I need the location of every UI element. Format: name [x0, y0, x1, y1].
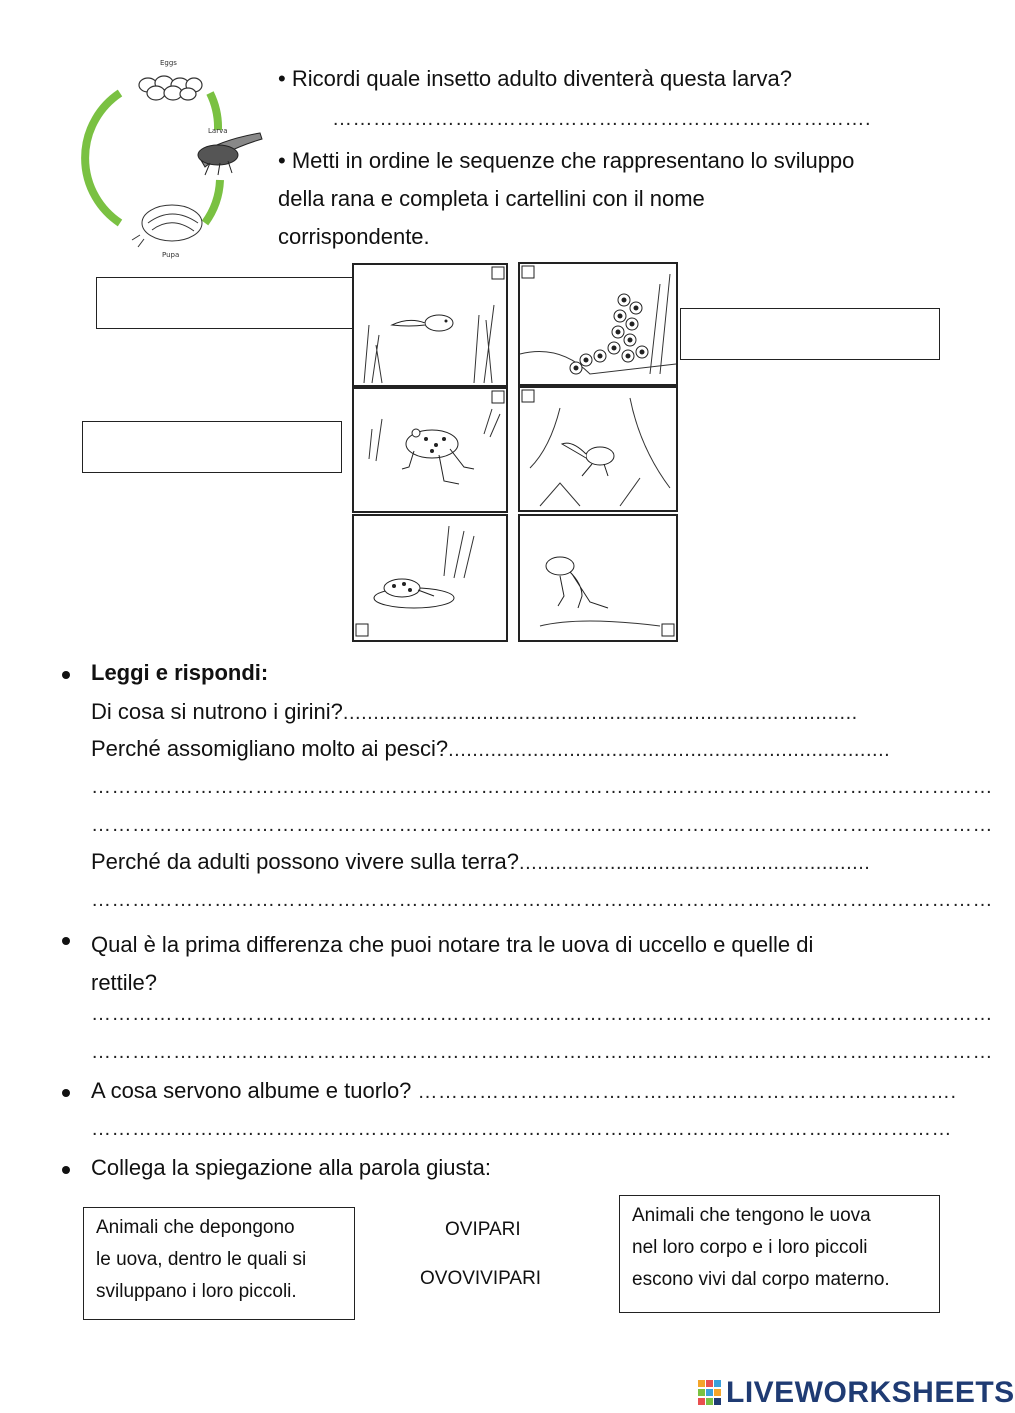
insect-lifecycle-diagram — [60, 55, 275, 265]
liveworksheets-brand: LIVEWORKSHEETS — [726, 1376, 1015, 1409]
answer-line-land[interactable]: .......................................................... — [519, 852, 871, 874]
question-tadpole-food-text: Di cosa si nutrono i girini? — [91, 699, 343, 724]
bullet-icon — [62, 937, 70, 945]
frog-label-input-2[interactable] — [680, 308, 940, 360]
word-ovovivipari[interactable]: OVOVIVIPARI — [420, 1268, 542, 1289]
question-larva-text: Ricordi quale insetto adulto diventerà questa larva? — [291, 66, 793, 91]
frog-panel-eggs — [518, 262, 678, 386]
explanation-left-line2: le uova, dentro le quali si — [96, 1249, 307, 1270]
bullet-icon: • — [278, 148, 292, 173]
tadpole-legs-illustration — [520, 388, 676, 510]
bullet-icon: • — [278, 66, 292, 91]
frog-eggs-illustration — [520, 264, 676, 384]
young-frog-illustration — [520, 516, 676, 640]
answer-line-eggs-2[interactable]: …………………………………………………………………………………………………………………… — [91, 1041, 993, 1063]
eggs-label: Eggs — [160, 59, 177, 67]
explanation-left-line1: Animali che depongono — [96, 1217, 295, 1238]
answer-line-albume[interactable]: ……………………………………………………………………. — [417, 1081, 957, 1103]
answer-line-fish-3[interactable]: …………………………………………………………………………………………………………………… — [91, 814, 993, 836]
tadpole-illustration — [354, 265, 506, 385]
question-albume-text: A cosa servono albume e tuorlo? — [91, 1078, 412, 1103]
answer-line-land-2[interactable]: …………………………………………………………………………………………………………………… — [91, 889, 993, 911]
answer-line-fish[interactable]: ......................................................................... — [448, 739, 891, 761]
pupa-icon — [132, 205, 202, 247]
section-heading-read: Leggi e rispondi: — [91, 660, 269, 685]
answer-line-larva[interactable]: ……………………………………………………………………. — [332, 108, 872, 130]
question-albume — [91, 1078, 957, 1104]
frog-panel-adult — [352, 387, 508, 513]
question-link: Collega la spiegazione alla parola giusta: — [91, 1155, 491, 1180]
frog-label-input-1[interactable] — [96, 277, 356, 329]
question-land-text: Perché da adulti possono vivere sulla terra? — [91, 849, 520, 874]
word-ovipari[interactable]: OVIPARI — [445, 1219, 521, 1240]
answer-line-albume-2[interactable]: ……………………………………………………………………………………………………………… — [91, 1118, 952, 1140]
bullet-icon — [62, 671, 70, 679]
explanation-right-line3: escono vivi dal corpo materno. — [632, 1269, 890, 1290]
explanation-box-left[interactable] — [83, 1207, 355, 1320]
frog-label-input-3[interactable] — [82, 421, 342, 473]
explanation-right-line2: nel loro corpo e i loro piccoli — [632, 1237, 868, 1258]
explanation-left-line3: sviluppano i loro piccoli. — [96, 1281, 297, 1302]
question-fish — [91, 736, 931, 762]
larva-label: Larva — [208, 127, 228, 135]
explanation-right-line1: Animali che tengono le uova — [632, 1205, 871, 1226]
explanation-box-right[interactable] — [619, 1195, 940, 1313]
answer-line-food[interactable]: ..................................................................................... — [342, 702, 858, 724]
adult-frog-illustration — [354, 389, 506, 511]
bullet-icon — [62, 1089, 70, 1097]
question-eggs-difference — [91, 926, 813, 1002]
question-eggs-line2: rettile? — [91, 970, 158, 995]
question-frog-line2: della rana e completa i cartellini con il nome — [278, 186, 705, 211]
eggs-icon — [139, 76, 202, 100]
liveworksheets-logo — [698, 1376, 1015, 1410]
question-tadpole-food — [91, 699, 931, 725]
frog-panel-young-frog — [518, 514, 678, 642]
froglet-illustration — [354, 516, 506, 640]
question-frog-order — [278, 142, 854, 256]
answer-line-fish-2[interactable]: …………………………………………………………………………………………………………………… — [91, 776, 993, 798]
frog-panel-tadpole-legs — [518, 386, 678, 512]
question-land — [91, 849, 931, 875]
bullet-icon — [62, 1166, 70, 1174]
frog-panel-froglet — [352, 514, 508, 642]
question-frog-line3: corrispondente. — [278, 224, 430, 249]
question-eggs-line1: Qual è la prima differenza che puoi notare tra le uova di uccello e quelle di — [91, 932, 814, 957]
pupa-label: Pupa — [162, 251, 180, 259]
frog-panel-tadpole — [352, 263, 508, 387]
larva-icon — [198, 133, 262, 175]
question-frog-line1: Metti in ordine le sequenze che rappresentano lo sviluppo — [291, 148, 855, 173]
question-larva — [278, 66, 792, 92]
answer-line-eggs-1[interactable]: …………………………………………………………………………………………………………………… — [91, 1003, 993, 1025]
question-fish-text: Perché assomigliano molto ai pesci? — [91, 736, 449, 761]
liveworksheets-icon — [698, 1380, 722, 1406]
